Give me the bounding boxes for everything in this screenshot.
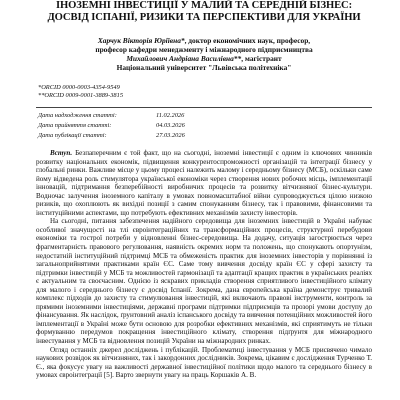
author-1-line <box>36 36 372 45</box>
introduction-paragraph <box>36 149 372 217</box>
author-2-line <box>36 54 372 63</box>
body-paragraph-1: На сьогодні, питання забезпечення надійного середовища для іноземних інвестицій в Україні набуває особливої значущості на тлі євроінтеграційних та трансформаційних процесів, структурної перебудови економіки та гострої потреби у відновленні бізнес-середовища. На додачу, ситуація загострюється через фрагментарність правового регулювання, наявність окремих норм та положень, що спонукають опортунізм, недостатній інституційний підтримці МСБ та обмеженість практик для іноземних інвесторів у порівнянні із загальноприйнятими практиками країн ЄС. Саме тому вивчення досвіду країн ЄС у сфері захисту та підтримки інвестицій у МСБ та можливостей гармонізації та адаптації кращих практик в українських реаліях є актуальним та своєчасним. Однією із яскравих прикладів створення сприятливого інвестиційного клімату для малого і середнього бізнесу є досвід Іспанії. Зокрема, дана європейська країна демонструє тривалий комплекс підходів до захисту та стимулювання інвестицій, які включають правові інструменти, контроль за прямими іноземними інвестиціями, державні програми підтримки підприємців та прозорі умови доступу до фінансування. Як наслідок, ґрунтовний аналіз іспанського досвіду та вивчення потенційних можливостей його імплементації в Україні може бути основою для розробки ефективних механізмів, які сприятимуть не тільки формуванню передумов покращення інвестиційного клімату, створення підґрунтя для міжнародного інвестування у МСБ та відновлення позицій України на міжнародних ринках. <box>36 217 372 346</box>
date-received-value: 11.02.2026 <box>156 112 185 119</box>
article-dates <box>38 111 372 141</box>
article-title <box>36 0 372 24</box>
orcid-author-2: **ORCID 0009-0001-3889-3815 <box>38 92 124 99</box>
author-1-affiliation-2: професор кафедри менеджменту і міжнародного підприємництва <box>95 45 313 54</box>
author-1-marker: * <box>180 36 185 45</box>
date-published-value: 27.03.2026 <box>156 132 185 139</box>
date-published-row <box>38 131 372 141</box>
orcid-author-1: *ORCID 0000-0003-4354-9549 <box>38 84 120 91</box>
title-line-2: ДОСВІД ІСПАНІЇ, РИЗИКИ ТА ПЕРСПЕКТИВИ ДЛЯ УКРАЇНИ <box>47 12 361 23</box>
orcid-block <box>38 84 372 100</box>
author-2-name: Михайлович Андріана Василівна <box>126 54 234 63</box>
introduction-text: Безпаперечним є той факт, що на сьогодні, іноземні інвестиції є одним із ключових чинників розвитку національних економік, підвищення конкурентоспроможності організацій та інтеграції бізнесу у глобальні ринки. Важливе місце у цьому процесі належить малому і середньому бізнесу (МСБ), оскільки саме йому відведена роль стимулятора української економіки через створення нових робочих місць, імплементації інновацій, підтримання безперебійності виробничих процесів та розвитку вітчизняної бізнес-культури. Водночас залучення іноземного капіталу в умовах повномасштабної війни супроводжується цілою низкою ризиків, що охоплюють як вихідні позиції з самим спонуканням бізнесу, так і правовими, фінансовими та інституційними аспектами, що потребують ефективних механізмів захисту інвесторів. <box>36 149 372 217</box>
title-line-1: ІНОЗЕМНІ ІНВЕСТИЦІЇ У МАЛИЙ ТА СЕРЕДНІЙ БІЗНЕС: <box>55 0 353 11</box>
date-received-row <box>38 111 372 121</box>
authors-block <box>36 36 372 72</box>
date-accepted-value: 04.03.2026 <box>156 122 185 129</box>
dates-divider <box>36 107 372 108</box>
introduction-heading: Вступ. <box>50 149 73 157</box>
body-paragraph-2: Огляд останніх джерел досліджень і публікацій. Проблематиці інвестування у МСБ присвячено чимало наукових розвідок як вітчизняних, так і закордонних дослідників. Зокрема, цікавим є дослідження Турченко Т. Є., яка фокусує увагу на важливості державної інвестиційної політики щодо малого та середнього бізнесу в умовах євроінтеграції [5]. Варто звернути увагу на праць Коршаків А. В. <box>36 345 372 380</box>
author-2-affiliation: , магістрант <box>241 54 282 63</box>
author-1-affiliation-1: , доктор економічних наук, професор, <box>184 36 311 45</box>
author-1-name: Харчук Вікторія Юріївна <box>97 36 181 45</box>
university-name: Національний університет "Львівська політехніка" <box>116 63 292 72</box>
date-received-label: Дата надходження статті: <box>38 112 117 119</box>
date-accepted-row <box>38 121 372 131</box>
date-published-label: Дата публікації статті: <box>38 132 107 139</box>
author-2-marker: ** <box>233 54 242 63</box>
date-accepted-label: Дата прийняття статті: <box>38 122 112 129</box>
